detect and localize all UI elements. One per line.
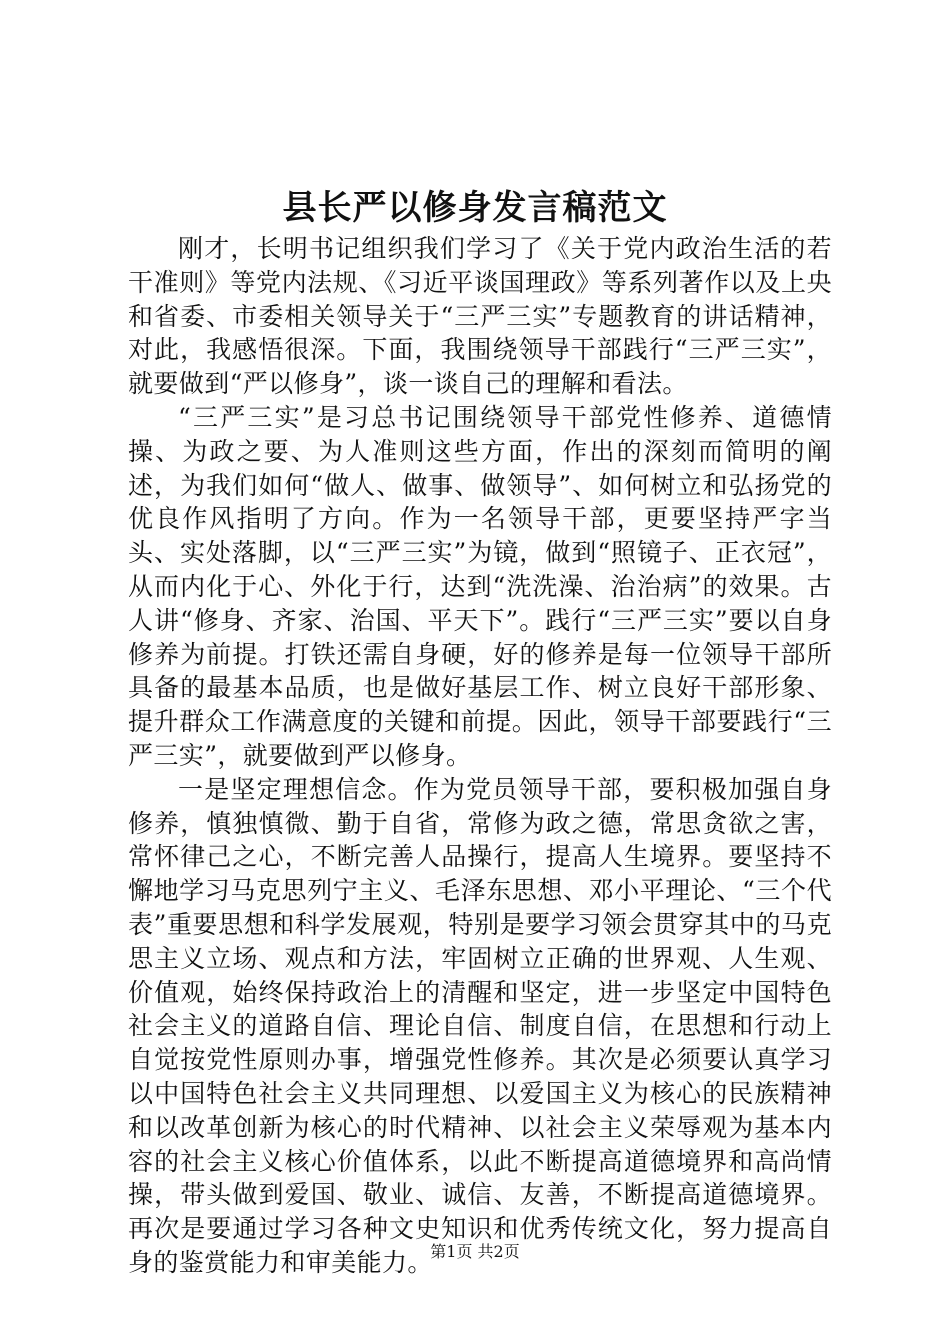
- document-title: 县长严以修身发言稿范文: [282, 188, 668, 228]
- document-body: [128, 232, 832, 1280]
- paragraph-1: 刚才，长明书记组织我们学习了《关于党内政治生活的若干准则》等党内法规、《习近平谈国理政》等系列著作以及上央和省委、市委相关领导关于“三严三实”专题教育的讲话精神，对此，我感悟很深。下面，我围绕领导干部践行“三严三实”，就要做到“严以修身”，谈一谈自己的理解和看法。: [128, 234, 832, 399]
- paragraph-2: “三严三实”是习总书记围绕领导干部党性修养、道德情操、为政之要、为人准则这些方面，作出的深刻而简明的阐述，为我们如何“做人、做事、做领导”、如何树立和弘扬党的优良作风指明了方向。作为一名领导干部，更要坚持严字当头、实处落脚，以“三严三实”为镜，做到“照镜子、正衣冠”，从而内化于心、外化于行，达到“洗洗澡、治治病”的效果。古人讲“修身、齐家、治国、平天下”。践行“三严三实”要以自身修养为前提。打铁还需自身硬，好的修养是每一位领导干部所具备的最基本品质，也是做好基层工作、树立良好干部形象、提升群众工作满意度的关键和前提。因此，领导干部要践行“三严三实”，就要做到严以修身。: [128, 402, 832, 770]
- page-number-footer: 第1页 共2页: [430, 1242, 520, 1261]
- paragraph-3: 一是坚定理想信念。作为党员领导干部，要积极加强自身修养，慎独慎微、勤于自省，常修为政之德，常思贪欲之害，常怀律己之心，不断完善人品操行，提高人生境界。要坚持不懈地学习马克思列宁主义、毛泽东思想、邓小平理论、“三个代表”重要思想和科学发展观，特别是要学习领会贯穿其中的马克思主义立场、观点和方法，牢固树立正确的世界观、人生观、价值观，始终保持政治上的清醒和坚定，进一步坚定中国特色社会主义的道路自信、理论自信、制度自信，在思想和行动上自觉按党性原则办事，增强党性修养。其次是必须要认真学习以中国特色社会主义共同理想、以爱国主义为核心的民族精神和以改革创新为核心的时代精神、以社会主义荣辱观为基本内容的社会主义核心价值体系，以此不断提高道德境界和高尚情操，带头做到爱国、敬业、诚信、友善，不断提高道德境界。再次是要通过学习各种文史知识和优秀传统文化，努力提高自身的鉴赏能力和审美能力。: [128, 774, 832, 1277]
